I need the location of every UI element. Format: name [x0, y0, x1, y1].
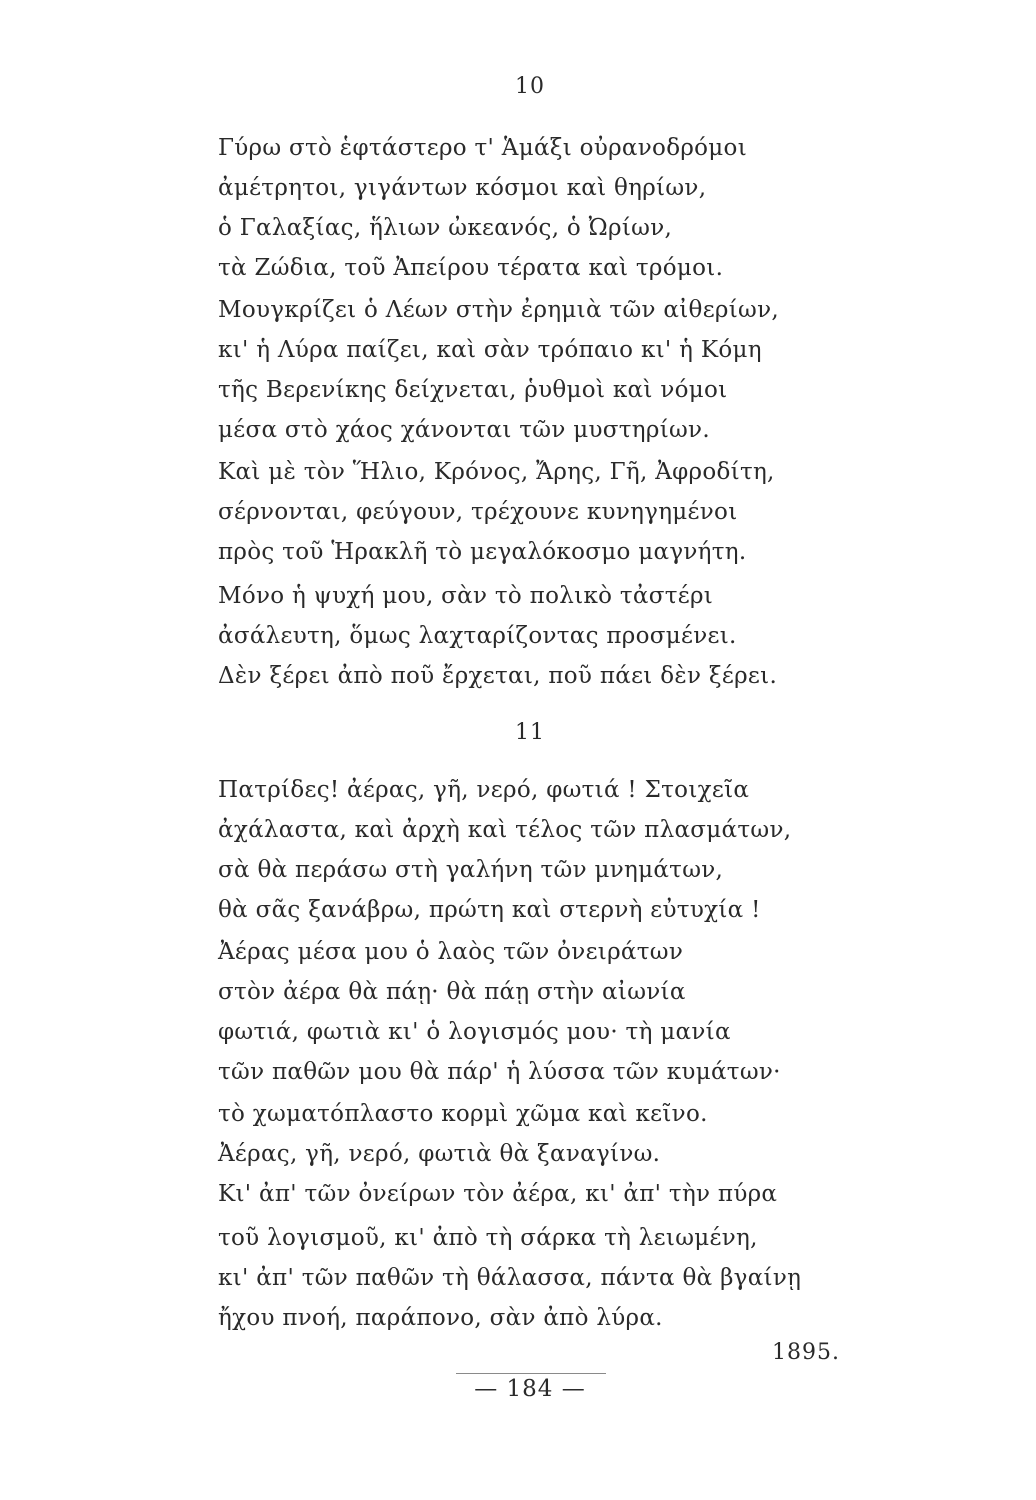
- poem-10-stanza-1: [218, 128, 958, 288]
- verse-line: κι' ἡ Λύρα παίζει, καὶ σὰν τρόπαιο κι' ἡ Κόμη: [218, 337, 762, 363]
- verse-line: τῶν παθῶν μου θὰ πάρ' ἡ λύσσα τῶν κυμάτων·: [218, 1059, 781, 1085]
- verse-line: Μόνο ἡ ψυχή μου, σὰν τὸ πολικὸ τἀστέρι: [218, 583, 714, 609]
- verse-line: ἀσάλευτη, ὅμως λαχταρίζοντας προσμένει.: [218, 623, 737, 649]
- verse-line: ἤχου πνοή, παράπονο, σὰν ἀπὸ λύρα.: [218, 1305, 663, 1331]
- verse-line: τοῦ λογισμοῦ, κι' ἀπὸ τὴ σάρκα τὴ λειωμένη,: [218, 1225, 758, 1251]
- poem-11-stanza-1: [218, 770, 958, 930]
- verse-line: Πατρίδες! ἀέρας, γῆ, νερό, φωτιά ! Στοιχεῖα: [218, 777, 750, 803]
- verse-line: Δὲν ξέρει ἀπὸ ποῦ ἔρχεται, ποῦ πάει δὲν ξέρει.: [218, 663, 778, 689]
- verse-line: πρὸς τοῦ Ἡρακλῆ τὸ μεγαλόκοσμο μαγνήτη.: [218, 539, 747, 565]
- poem-11-stanza-3: [218, 1094, 958, 1214]
- verse-line: τὰ Ζώδια, τοῦ Ἀπείρου τέρατα καὶ τρόμοι.: [218, 255, 724, 281]
- verse-line: σέρνονται, φεύγουν, τρέχουνε κυνηγημένοι: [218, 499, 738, 525]
- poem-10-stanza-2: [218, 290, 958, 450]
- verse-line: Γύρω στὸ ἑφτάστερο τ' Ἁμάξι οὐρανοδρόμοι: [218, 135, 748, 161]
- verse-line: στὸν ἀέρα θὰ πάῃ· θὰ πάῃ στὴν αἰωνία: [218, 979, 686, 1005]
- poem-10-stanza-3: [218, 452, 958, 572]
- verse-line: θὰ σᾶς ξανάβρω, πρώτη καὶ στερνὴ εὐτυχία !: [218, 897, 761, 923]
- poem-number-11: 11: [515, 720, 545, 745]
- poem-10-stanza-4: [218, 576, 958, 696]
- verse-line: κι' ἀπ' τῶν παθῶν τὴ θάλασσα, πάντα θὰ βγαίνῃ: [218, 1265, 802, 1291]
- poem-number-10: 10: [515, 74, 545, 99]
- poem-11-stanza-2: [218, 932, 958, 1092]
- verse-line: ὁ Γαλαξίας, ἥλιων ὠκεανός, ὁ Ὠρίων,: [218, 215, 673, 241]
- footer-divider: [456, 1373, 606, 1374]
- poem-11-stanza-4: [218, 1218, 958, 1338]
- verse-line: Ἀέρας μέσα μου ὁ λαὸς τῶν ὀνειράτων: [218, 939, 684, 965]
- verse-line: τὸ χωματόπλαστο κορμὶ χῶμα καὶ κεῖνο.: [218, 1101, 708, 1127]
- verse-line: ἀμέτρητοι, γιγάντων κόσμοι καὶ θηρίων,: [218, 175, 707, 201]
- verse-line: φωτιά, φωτιὰ κι' ὁ λογισμός μου· τὴ μανία: [218, 1019, 731, 1045]
- poem-date: 1895.: [772, 1340, 840, 1365]
- verse-line: Μουγκρίζει ὁ Λέων στὴν ἐρημιὰ τῶν αἰθερίων,: [218, 297, 780, 323]
- verse-line: Ἀέρας, γῆ, νερό, φωτιὰ θὰ ξαναγίνω.: [218, 1141, 661, 1167]
- verse-line: Καὶ μὲ τὸν Ἥλιο, Κρόνος, Ἄρης, Γῆ, Ἀφροδίτη,: [218, 459, 775, 485]
- verse-line: μέσα στὸ χάος χάνονται τῶν μυστηρίων.: [218, 417, 710, 443]
- verse-line: σὰ θὰ περάσω στὴ γαλήνη τῶν μνημάτων,: [218, 857, 724, 883]
- verse-line: Κι' ἀπ' τῶν ὀνείρων τὸν ἀέρα, κι' ἀπ' τὴν πύρα: [218, 1181, 778, 1207]
- verse-line: ἀχάλαστα, καὶ ἀρχὴ καὶ τέλος τῶν πλασμάτων,: [218, 817, 792, 843]
- page-number: — 184 —: [474, 1376, 586, 1402]
- verse-line: τῆς Βερενίκης δείχνεται, ῥυθμοὶ καὶ νόμοι: [218, 377, 728, 403]
